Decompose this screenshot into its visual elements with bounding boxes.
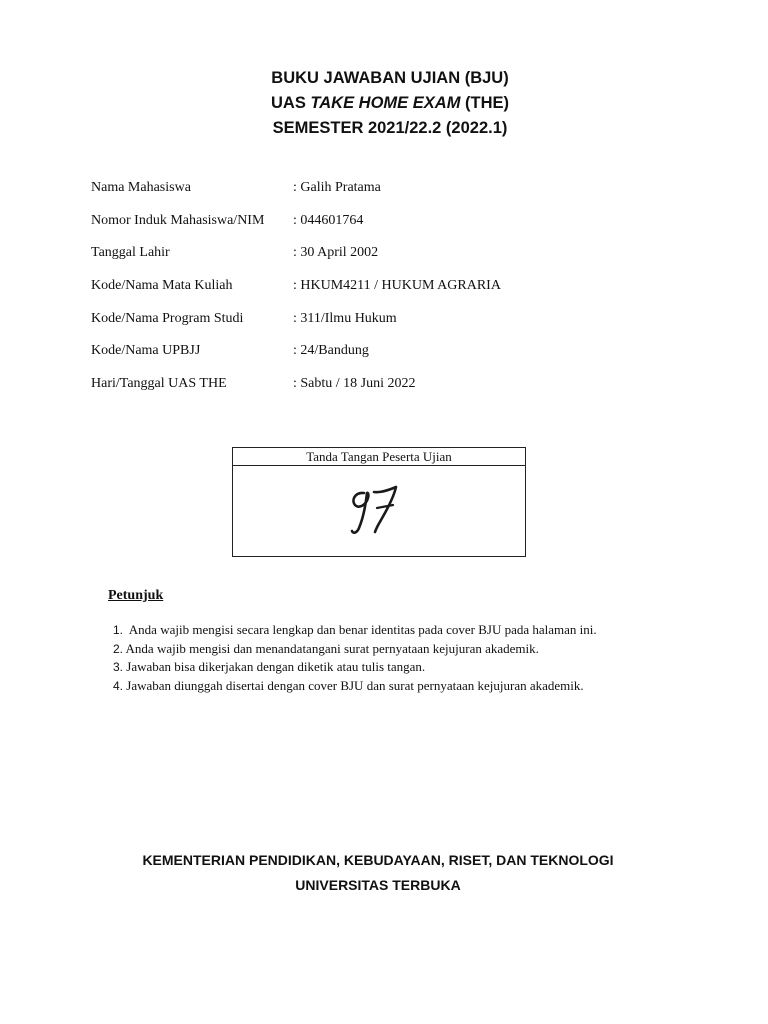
instructions-list xyxy=(113,621,597,695)
info-value: : Galih Pratama xyxy=(293,180,381,195)
header-exam-prefix: UAS xyxy=(270,94,311,112)
instruction-text: Anda wajib mengisi secara lengkap dan benar identitas pada cover BJU pada halaman ini. xyxy=(123,622,597,637)
instruction-item xyxy=(113,677,597,696)
footer-university: UNIVERSITAS TERBUKA xyxy=(295,877,461,893)
signature-box-title: Tanda Tangan Peserta Ujian xyxy=(233,448,525,466)
instruction-item xyxy=(113,621,597,640)
header-title: BUKU JAWABAN UJIAN (BJU) xyxy=(271,69,509,87)
footer-ministry: KEMENTERIAN PENDIDIKAN, KEBUDAYAAN, RISET, DAN TEKNOLOGI xyxy=(142,852,614,868)
instruction-item xyxy=(113,640,597,659)
info-label: Nama Mahasiswa xyxy=(91,180,191,195)
instructions-title: Petunjuk xyxy=(108,588,164,603)
instruction-text: Anda wajib mengisi dan menandatangani surat pernyataan kejujuran akademik. xyxy=(123,640,539,656)
document-footer xyxy=(0,848,756,898)
header-exam-type xyxy=(0,91,768,116)
info-value: : Sabtu / 18 Juni 2022 xyxy=(293,376,416,392)
instruction-number: 4. xyxy=(113,678,124,693)
info-value: : 24/Bandung xyxy=(293,343,369,359)
instruction-number: 3. xyxy=(113,660,124,674)
instruction-text: Jawaban bisa dikerjakan dengan diketik atau tulis tangan. xyxy=(123,659,426,674)
instruction-text: Jawaban diunggah disertai dengan cover BJU dan surat pernyataan kejujuran akademik. xyxy=(123,677,584,693)
document-header xyxy=(0,66,768,141)
header-semester: SEMESTER 2021/22.2 (2022.1) xyxy=(272,119,508,137)
info-label: Tanggal Lahir xyxy=(91,245,170,261)
handwritten-signature xyxy=(341,476,421,546)
instruction-number: 2. xyxy=(113,641,124,656)
info-value: : 311/Ilmu Hukum xyxy=(293,310,397,326)
info-label: Hari/Tanggal UAS THE xyxy=(91,376,227,392)
info-value: : 044601764 xyxy=(293,212,364,228)
info-label: Nomor Induk Mahasiswa/NIM xyxy=(91,212,265,228)
info-label: Kode/Nama UPBJJ xyxy=(91,343,201,359)
info-label: Kode/Nama Mata Kuliah xyxy=(91,278,233,294)
signature-box xyxy=(232,447,526,557)
info-value: : 30 April 2002 xyxy=(293,245,379,261)
info-label: Kode/Nama Program Studi xyxy=(91,310,244,326)
instruction-item xyxy=(113,658,597,677)
header-exam-suffix: (THE) xyxy=(460,94,510,112)
info-value: : HKUM4211 / HUKUM AGRARIA xyxy=(293,278,501,294)
instruction-number: 1. xyxy=(113,623,124,637)
header-exam-italic: TAKE HOME EXAM xyxy=(310,94,461,112)
